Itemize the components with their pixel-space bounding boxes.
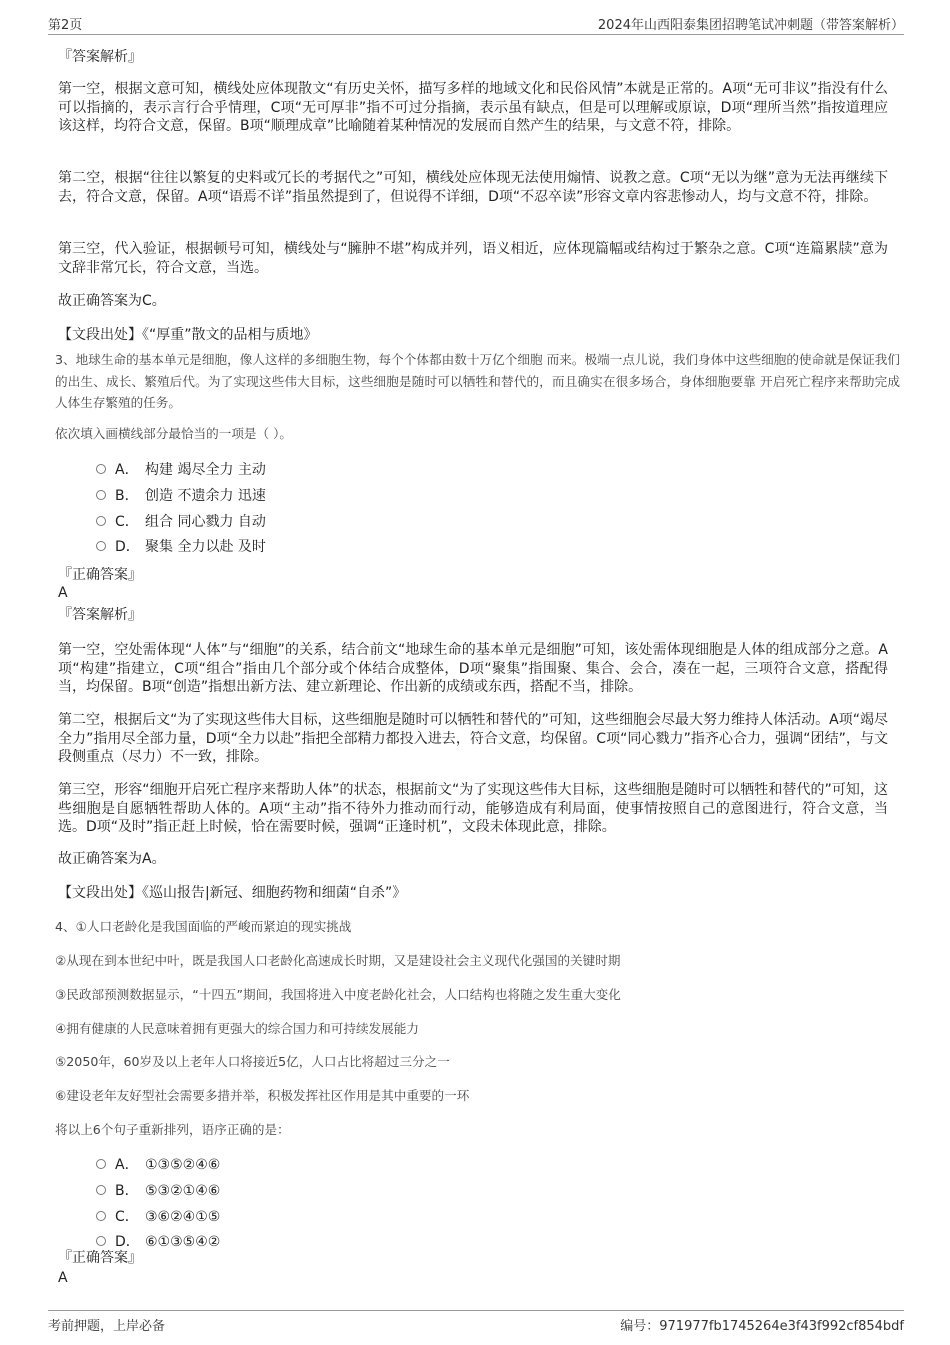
sentence-item: ⑥建设老年友好型社会需要多措并举，积极发挥社区作用是其中重要的一环 — [55, 1088, 470, 1103]
conclusion: 故正确答案为C。 — [58, 293, 166, 309]
option-d[interactable]: D． ⑥①③⑤④② — [96, 1233, 220, 1251]
sentence-item: ⑤2050年，60岁及以上老年人口将接近5亿，人口占比将超过三分之一 — [55, 1054, 450, 1069]
page-header — [48, 12, 904, 35]
analysis-label: 『答案解析』 — [58, 49, 142, 65]
radio-icon[interactable] — [96, 490, 106, 500]
option-a[interactable]: A． ①③⑤②④⑥ — [96, 1156, 220, 1174]
option-b[interactable]: B． ⑤③②①④⑥ — [96, 1182, 220, 1200]
radio-icon[interactable] — [96, 541, 106, 551]
answer-label: 『正确答案』 — [58, 567, 142, 583]
radio-icon[interactable] — [96, 1211, 106, 1221]
sentence-item: ②从现在到本世纪中叶，既是我国人口老龄化高速成长时期，又是建设社会主义现代化强国的关键时期 — [55, 953, 621, 968]
radio-icon[interactable] — [96, 1185, 106, 1195]
source-citation: 【文段出处】《“厚重”散文的品相与质地》 — [58, 327, 318, 343]
answer-value: A — [58, 585, 68, 601]
question-prompt: 将以上6个句子重新排列，语序正确的是： — [55, 1122, 290, 1137]
sentence-item: ③民政部预测数据显示，“十四五”期间，我国将进入中度老龄化社会，人口结构也将随之发生重大变化 — [55, 987, 621, 1002]
document-serial: 编号：971977fb1745264e3f43f992cf854bdf — [620, 1319, 904, 1334]
answer-value: A — [58, 1270, 68, 1286]
radio-icon[interactable] — [96, 1236, 106, 1246]
analysis-paragraph: 第三空，代入验证，根据顿号可知，横线处与“臃肿不堪”构成并列，语义相近，应体现篇幅或结构过于繁杂之意。C项“连篇累牍”意为文辞非常冗长，符合文意，当选。 — [58, 241, 888, 276]
option-c[interactable]: C． ③⑥②④①⑤ — [96, 1208, 220, 1226]
option-c[interactable]: C． 组合 同心戮力 自动 — [96, 513, 266, 531]
analysis-paragraph: 第一空，空处需体现“人体”与“细胞”的关系，结合前文“地球生命的基本单元是细胞”可知，该处需体现细胞是人体的组成部分之意。A项“构建”指建立，C项“组合”指由几个部分或个体结合成整体，D项“聚集”指围聚、集合、会合，凑在一起，三项符合文意，搭配得当，均保留。B项“创造”指想出新方法、建立新理论、作出新的成绩或东西，搭配不当，排除。 — [58, 642, 888, 695]
radio-icon[interactable] — [96, 516, 106, 526]
source-citation: 【文段出处】《巡山报告|新冠、细胞药物和细菌“自杀”》 — [58, 885, 407, 901]
question-prompt: 依次填入画横线部分最恰当的一项是（ ）。 — [55, 426, 292, 441]
page-footer — [48, 1310, 904, 1335]
analysis-label: 『答案解析』 — [58, 607, 142, 623]
option-a[interactable]: A． 构建 竭尽全力 主动 — [96, 461, 266, 479]
question-stem: 4、①人口老龄化是我国面临的严峻而紧迫的现实挑战 — [55, 919, 352, 934]
analysis-paragraph: 第二空，根据后文“为了实现这些伟大目标，这些细胞是随时可以牺牲和替代的”可知，这些细胞会尽最大努力维持人体活动。A项“竭尽全力”指用尽全部力量，D项“全力以赴”指把全部精力都投入进去，符合文意，均保留。C项“同心戮力”指齐心合力，强调“团结”，与文段侧重点（尽力）不一致，排除。 — [58, 712, 888, 765]
answer-label: 『正确答案』 — [58, 1250, 142, 1266]
document-title: 2024年山西阳泰集团招聘笔试冲刺题（带答案解析） — [597, 18, 904, 33]
page-number: 第2页 — [48, 18, 83, 33]
analysis-paragraph: 第一空，根据文意可知，横线处应体现散文“有历史关怀，描写多样的地域文化和民俗风情”本就是正常的。A项“无可非议”指没有什么可以指摘的，表示言行合乎情理，C项“无可厚非”指不可过分指摘，表示虽有缺点，但是可以理解或原谅，D项“理所当然”指按道理应该这样，均符合文意，保留。B项“顺理成章”比喻随着某种情况的发展而自然产生的结果，与文意不符，排除。 — [58, 81, 888, 134]
footer-slogan: 考前押题，上岸必备 — [48, 1319, 166, 1334]
question-stem: 3、地球生命的基本单元是细胞，像人这样的多细胞生物，每个个体都由数十万亿个细胞 而来。极端一点儿说，我们身体中这些细胞的使命就是保证我们的出生、成长、繁殖后代。为了实现这些伟大目标，这些细胞是随时可以牺牲和替代的，而且确实在很多场合，身体细胞要靠 开启死亡程序来帮助完成人体生存繁殖的任务。 — [55, 352, 900, 410]
conclusion: 故正确答案为A。 — [58, 851, 166, 867]
sentence-item: ④拥有健康的人民意味着拥有更强大的综合国力和可持续发展能力 — [55, 1021, 419, 1036]
analysis-paragraph: 第二空，根据“往往以繁复的史料或冗长的考据代之”可知，横线处应体现无法使用煽情、说教之意。C项“无以为继”意为无法再继续下去，符合文意，保留。A项“语焉不详”指虽然提到了，但说得不详细，D项“不忍卒读”形容文章内容悲惨动人，均与文意不符，排除。 — [58, 170, 888, 205]
analysis-paragraph: 第三空，形容“细胞开启死亡程序来帮助人体”的状态，根据前文“为了实现这些伟大目标，这些细胞是随时可以牺牲和替代的”可知，这些细胞是自愿牺牲帮助人体的。A项“主动”指不待外力推动而行动，能够造成有利局面，使事情按照自己的意图进行，符合文意，当选。D项“及时”指正赶上时候，恰在需要时候，强调“正逢时机”，文段未体现此意，排除。 — [58, 782, 888, 835]
radio-icon[interactable] — [96, 1159, 106, 1169]
radio-icon[interactable] — [96, 464, 106, 474]
option-b[interactable]: B． 创造 不遗余力 迅速 — [96, 487, 266, 505]
option-d[interactable]: D． 聚集 全力以赴 及时 — [96, 538, 266, 556]
